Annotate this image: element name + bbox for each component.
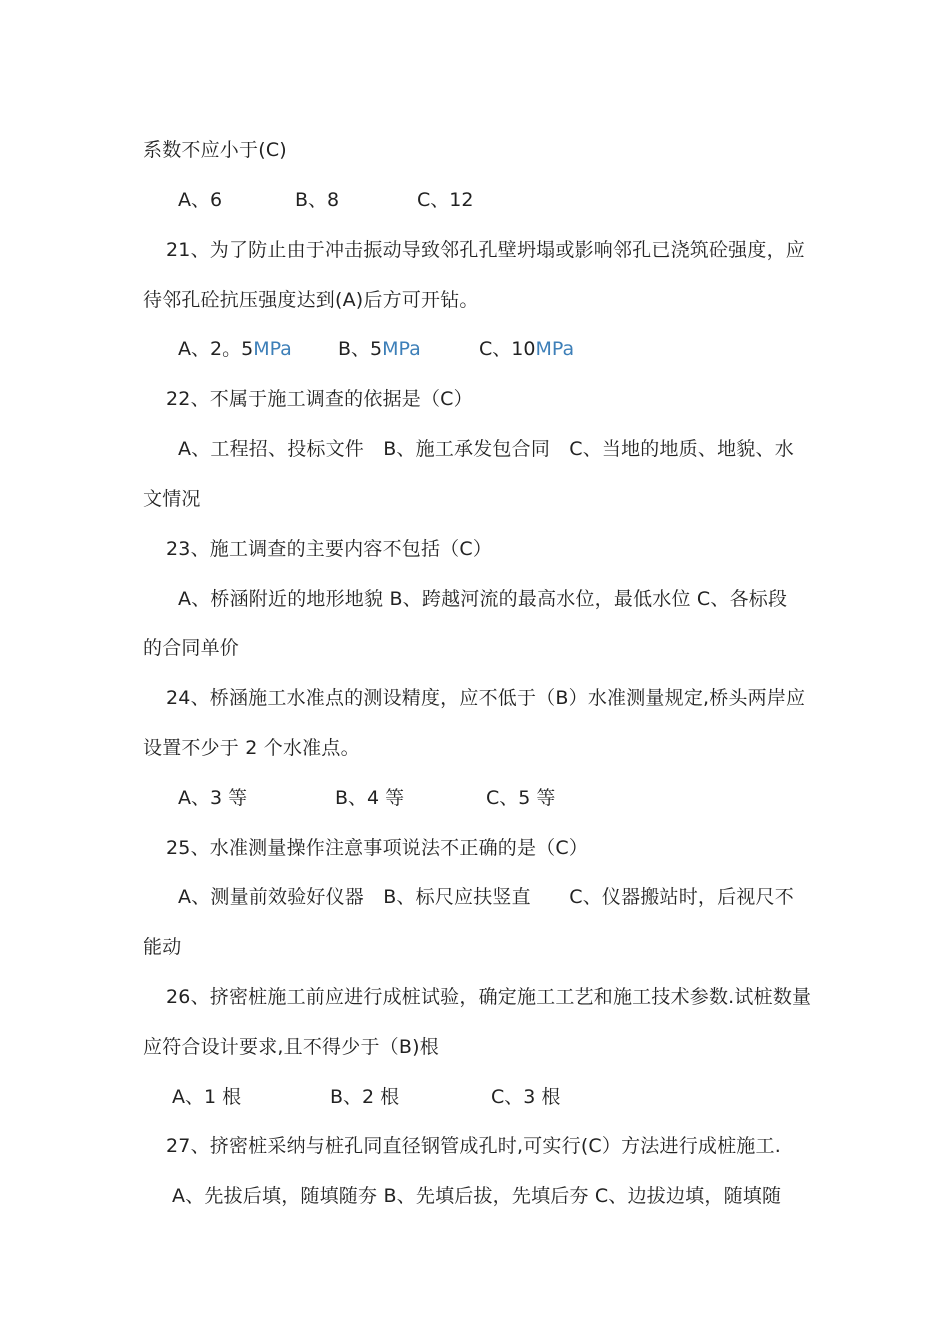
option-b: B、4 等 — [335, 787, 405, 809]
question-26-line-1: 26、挤密桩施工前应进行成桩试验，确定施工工艺和施工技术参数.试桩数量 — [166, 986, 812, 1008]
option-a: A、1 根 — [172, 1086, 242, 1108]
options-q27: A、先拔后填，随填随夯 B、先填后拔，先填后夯 C、边拔边填，随填随 — [172, 1185, 782, 1207]
option-a — [178, 337, 292, 361]
options-q22: A、工程招、投标文件 B、施工承发包合同 C、当地的地质、地貌、水 — [178, 438, 794, 460]
option-c: C、12 — [417, 189, 474, 211]
question-26-line-2: 应符合设计要求,且不得少于（B)根 — [143, 1036, 439, 1058]
question-21-line-1: 21、为了防止由于冲击振动导致邻孔孔壁坍塌或影响邻孔已浇筑砼强度，应 — [166, 239, 805, 261]
question-27: 27、挤密桩采纳与桩孔同直径钢管成孔时,可实行(C）方法进行成桩施工. — [166, 1135, 781, 1157]
text-line: 系数不应小于(C) — [143, 139, 287, 161]
question-25: 25、水准测量操作注意事项说法不正确的是（C） — [166, 837, 589, 859]
option-c — [479, 337, 574, 361]
question-22: 22、不属于施工调查的依据是（C） — [166, 388, 473, 410]
option-value: A、2。5 — [178, 338, 254, 360]
options-q23: A、桥涵附近的地形地貌 B、跨越河流的最高水位，最低水位 C、各标段 — [178, 588, 788, 610]
option-value: C、10 — [479, 338, 536, 360]
option-a: A、3 等 — [178, 787, 248, 809]
unit-label: MPa — [253, 338, 292, 360]
option-a: A、6 — [178, 189, 223, 211]
option-value: B、5 — [338, 338, 383, 360]
option-c: C、5 等 — [486, 787, 556, 809]
option-b: B、8 — [295, 189, 340, 211]
question-24-line-1: 24、桥涵施工水准点的测设精度，应不低于（B）水准测量规定,桥头两岸应 — [166, 687, 806, 709]
option-b: B、2 根 — [330, 1086, 400, 1108]
unit-label: MPa — [535, 338, 575, 360]
options-q23-continued: 的合同单价 — [143, 637, 240, 659]
option-c: C、3 根 — [491, 1086, 561, 1108]
options-q25-continued: 能动 — [143, 936, 182, 958]
options-q25: A、测量前效验好仪器 B、标尺应扶竖直 C、仪器搬站时，后视尺不 — [178, 886, 794, 908]
unit-label: MPa — [382, 338, 421, 360]
option-b — [338, 337, 421, 361]
question-23: 23、施工调查的主要内容不包括（C） — [166, 538, 493, 560]
options-q22-continued: 文情况 — [143, 488, 201, 510]
question-21-line-2: 待邻孔砼抗压强度达到(A)后方可开钻。 — [143, 289, 479, 311]
question-24-line-2: 设置不少于 2 个水准点。 — [143, 737, 360, 759]
